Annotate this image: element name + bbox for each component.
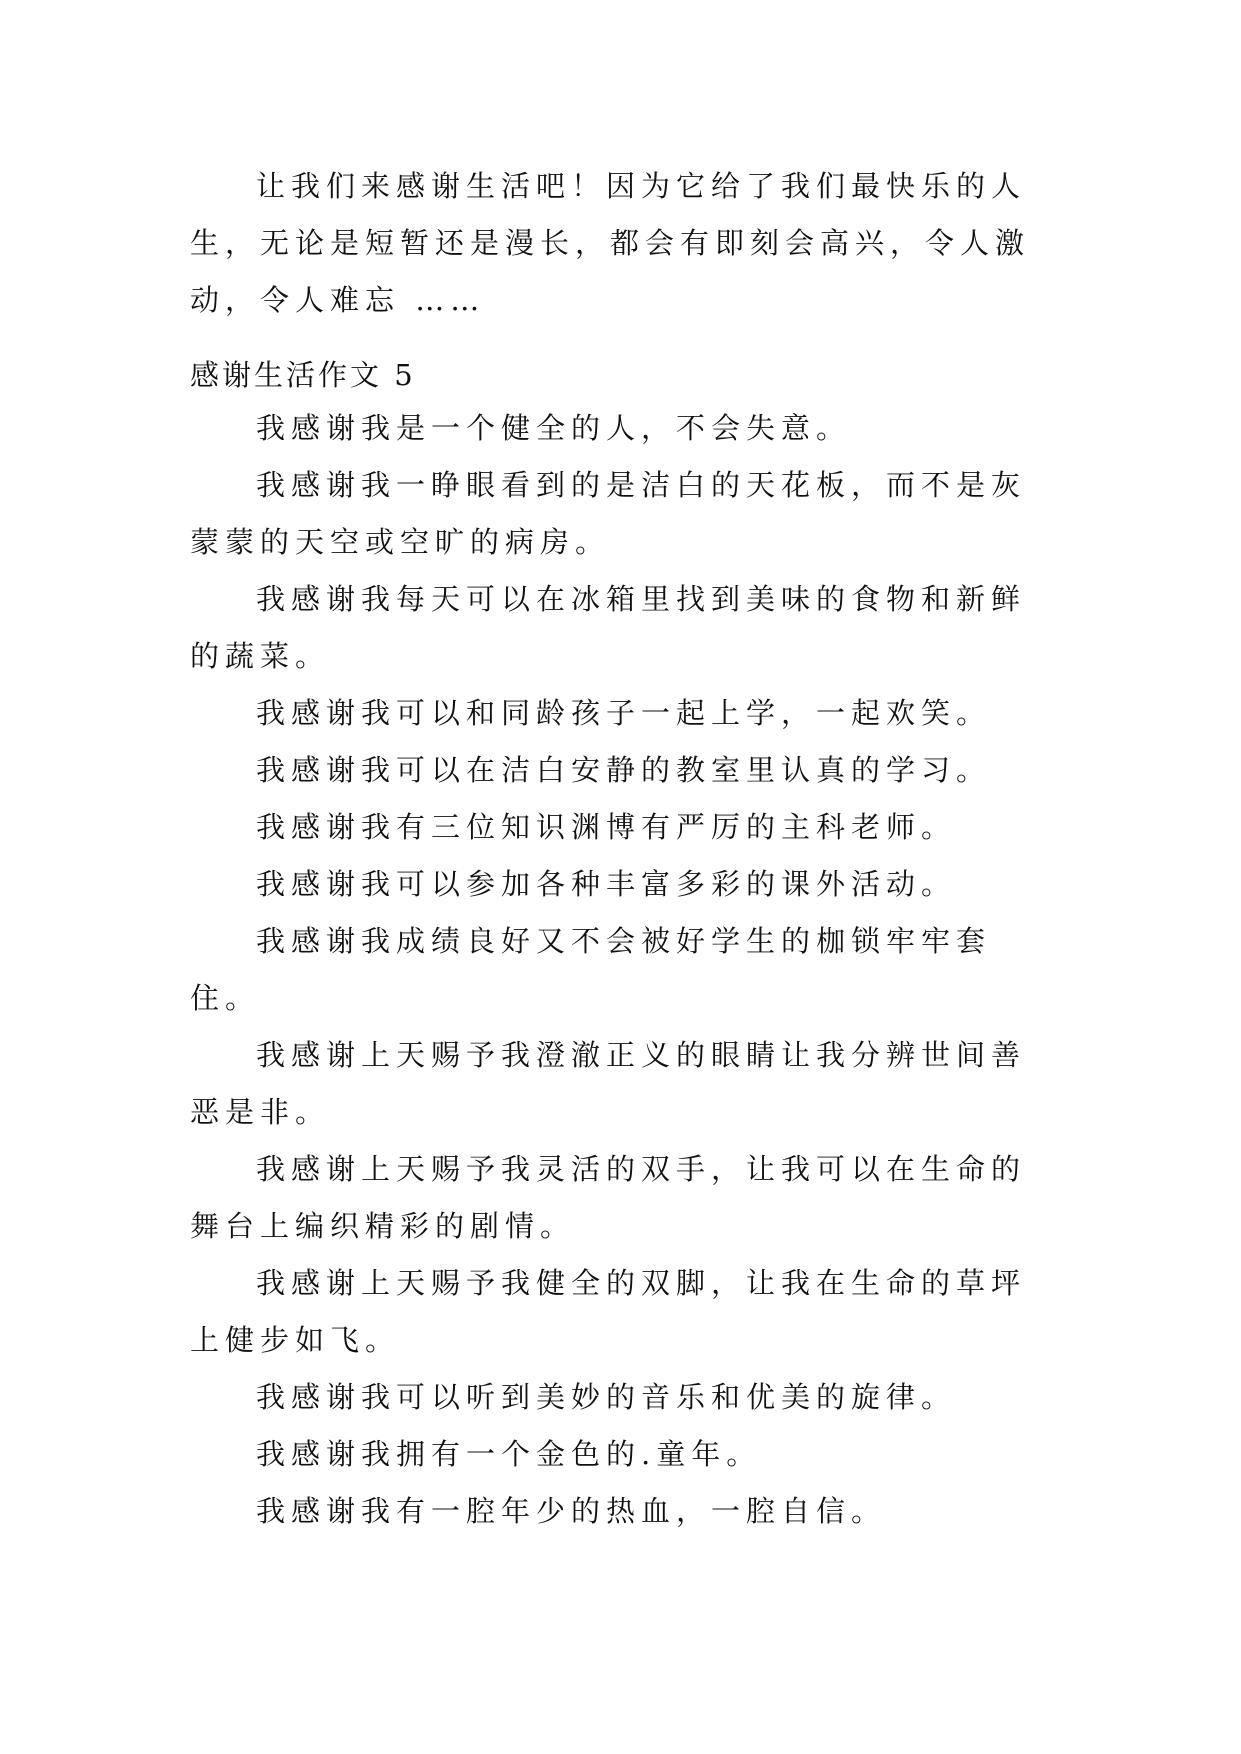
paragraph: 我感谢上天赐予我澄澈正义的眼睛让我分辨世间善恶是非。 bbox=[190, 1038, 1027, 1129]
paragraph: 我感谢我可以在洁白安静的教室里认真的学习。 bbox=[256, 753, 992, 787]
paragraph: 我感谢我可以听到美妙的音乐和优美的旋律。 bbox=[256, 1380, 957, 1414]
body-paragraphs bbox=[190, 400, 1060, 1540]
paragraph: 我感谢我每天可以在冰箱里找到美味的食物和新鲜的蔬菜。 bbox=[190, 582, 1027, 673]
paragraph: 我感谢我有一腔年少的热血，一腔自信。 bbox=[256, 1494, 887, 1528]
intro-paragraph bbox=[190, 158, 1060, 329]
section-title: 感谢生活作文 5 bbox=[190, 358, 416, 392]
paragraph: 我感谢我有三位知识渊博有严厉的主科老师。 bbox=[256, 810, 957, 844]
paragraph: 我感谢我可以参加各种丰富多彩的课外活动。 bbox=[256, 867, 957, 901]
paragraph: 我感谢我成绩良好又不会被好学生的枷锁牢牢套住。 bbox=[190, 924, 992, 1015]
intro-paragraph-text: 让我们来感谢生活吧！因为它给了我们最快乐的人生，无论是短暂还是漫长，都会有即刻会高兴，令人激动，令人难忘 …… bbox=[190, 169, 1031, 317]
paragraph: 我感谢上天赐予我健全的双脚，让我在生命的草坪上健步如飞。 bbox=[190, 1266, 1027, 1357]
paragraph: 我感谢我可以和同龄孩子一起上学，一起欢笑。 bbox=[256, 696, 992, 730]
paragraph: 我感谢我一睁眼看到的是洁白的天花板，而不是灰蒙蒙的天空或空旷的病房。 bbox=[190, 468, 1027, 559]
paragraph: 我感谢我是一个健全的人，不会失意。 bbox=[256, 411, 852, 445]
paragraph: 我感谢我拥有一个金色的.童年。 bbox=[256, 1437, 762, 1471]
paragraph: 我感谢上天赐予我灵活的双手，让我可以在生命的舞台上编织精彩的剧情。 bbox=[190, 1152, 1027, 1243]
